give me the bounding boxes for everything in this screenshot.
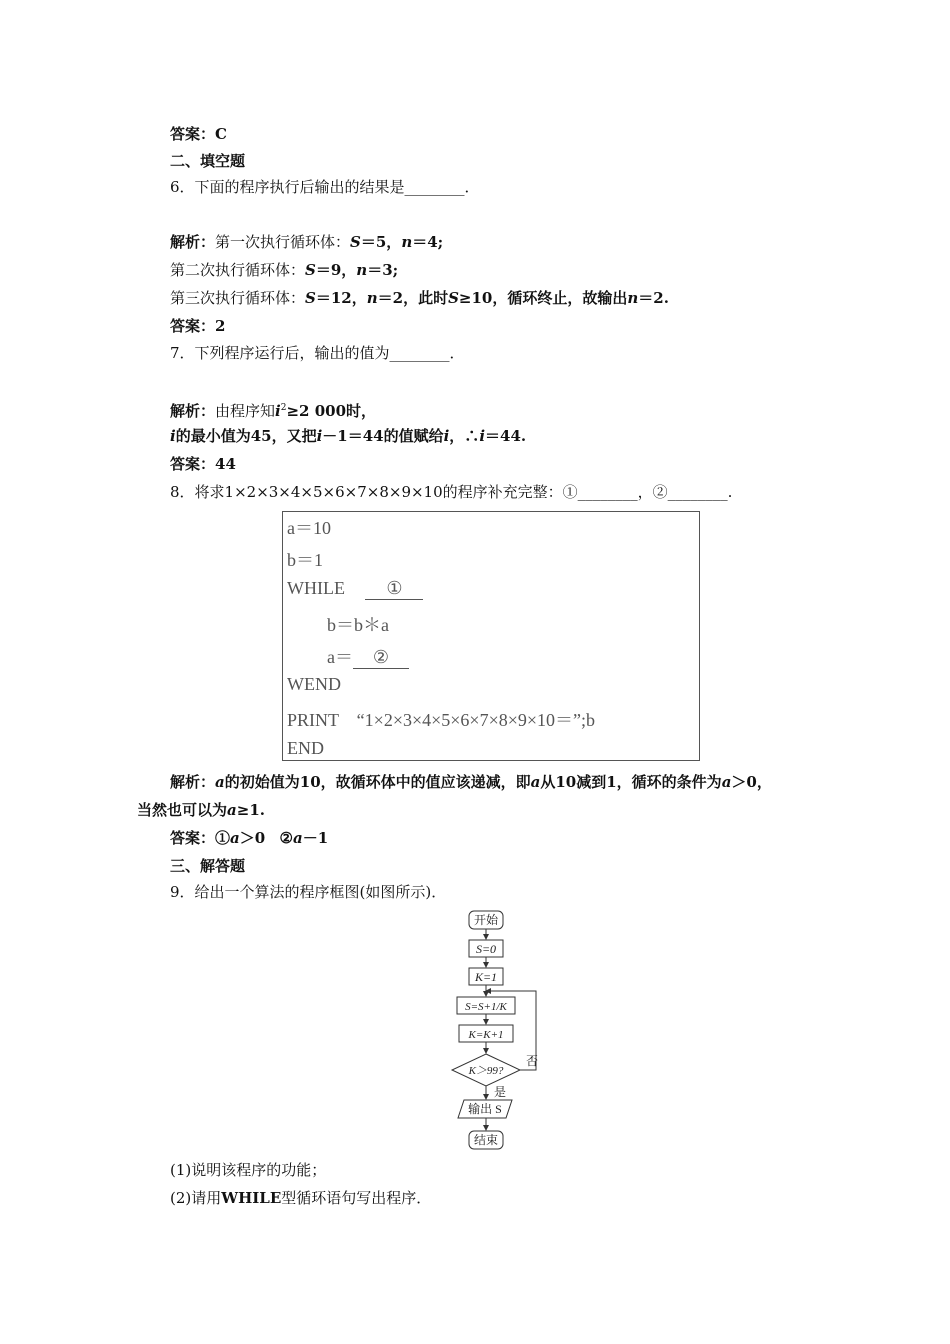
value: ＝2. (638, 289, 669, 307)
q8-analysis-line2 (137, 800, 265, 820)
var-i: i (170, 427, 176, 445)
q5-answer-line (170, 124, 227, 144)
q7-question: 7．下列程序运行后，输出的值为________． (170, 344, 465, 362)
answer-label: 答案： (170, 125, 216, 143)
part-text: 型循环语句写出程序． (281, 1189, 432, 1207)
no-label: 否 (526, 1054, 539, 1068)
value: ＝12， (315, 289, 367, 307)
var-n: n (627, 289, 639, 307)
value: ≥10，循环终止，故输出 (458, 289, 628, 307)
q7-analysis-line1 (170, 398, 376, 421)
q8-question: 8．将求1×2×3×4×5×6×7×8×9×10的程序补充完整：①________，②________. (170, 483, 733, 501)
q9-question: 9．给出一个算法的程序框图(如图所示)． (170, 883, 447, 901)
q6-analysis-line1 (170, 232, 443, 252)
blank-2: ② (353, 647, 409, 669)
code-line: a＝10 (287, 518, 331, 538)
analysis-text: 当然也可以为 (137, 801, 228, 819)
code-line: b＝1 (287, 550, 323, 570)
section-title-fill-in: 二、填空题 (170, 152, 246, 170)
flowchart (440, 905, 550, 1155)
analysis-label: 解析： (170, 233, 216, 251)
section-title-solve: 三、解答题 (170, 857, 246, 875)
analysis-text: 第一次执行循环体： (215, 233, 351, 251)
answer-value: C (215, 125, 227, 143)
value: ＝4; (412, 233, 444, 251)
code-line: b＝b＊a (327, 615, 389, 635)
code-line: WEND (287, 674, 341, 694)
analysis-label: 解析： (170, 773, 216, 791)
q6-analysis-line2 (170, 260, 398, 280)
program-code-box (282, 511, 700, 761)
value: ＝2，此时 (377, 289, 449, 307)
value: ＝5， (360, 233, 402, 251)
q7-answer-line (170, 454, 236, 474)
answer-value: 44 (215, 455, 236, 473)
answer-marker: ② (279, 829, 293, 847)
q7-analysis-line2 (170, 426, 526, 446)
analysis-text: ＝44. (485, 427, 527, 445)
analysis-label: 解析： (170, 402, 216, 420)
init-s-label: S=0 (475, 942, 497, 956)
analysis-text: 的初始值为10，故循环体中的值应该递减，即 (224, 773, 531, 791)
var-a: a (721, 773, 732, 791)
var-a: a (292, 829, 303, 847)
q9-part2 (170, 1188, 431, 1208)
var-n: n (366, 289, 378, 307)
answer-marker: ① (215, 829, 231, 847)
q8-analysis-line1 (170, 772, 772, 792)
code-line-while (287, 578, 423, 600)
answer-label: 答案： (170, 317, 216, 335)
var-n: n (356, 261, 368, 279)
part-text: (2)请用 (170, 1189, 222, 1207)
analysis-text: ≥1. (236, 801, 265, 819)
value: ＝3; (367, 261, 399, 279)
blank-1: ① (365, 578, 423, 600)
code-text: a＝ (327, 647, 353, 667)
yes-label: 是 (494, 1085, 507, 1099)
code-line: PRINT “1×2×3×4×5×6×7×8×9×10＝”;b (287, 710, 596, 730)
var-i: i (443, 427, 450, 445)
update-s-label: S=S+1/K (465, 1001, 507, 1013)
answer-label: 答案： (170, 455, 216, 473)
q8-answer-line (170, 828, 328, 848)
var-a: a (227, 801, 237, 819)
answer-value: 2 (215, 317, 226, 335)
answer-value: ＞0 (239, 829, 266, 847)
code-line: END (287, 738, 324, 758)
exponent: 2 (280, 403, 287, 413)
analysis-text: ＞0， (731, 773, 772, 791)
answer-label: 答案： (170, 829, 216, 847)
var-a: a (530, 773, 541, 791)
decision-label: K＞99? (468, 1065, 504, 1077)
q6-analysis-line3 (170, 288, 669, 308)
var-a: a (230, 829, 240, 847)
analysis-text: 的最小值为45，又把 (175, 427, 317, 445)
q6-answer-line (170, 316, 225, 336)
analysis-text: 第二次执行循环体： (170, 261, 306, 279)
var-s: S (305, 289, 316, 307)
analysis-text: 从10减到1，循环的条件为 (540, 773, 722, 791)
analysis-text: ，∴ (449, 427, 480, 445)
end-label: 结束 (473, 1133, 499, 1147)
output-label: 输出 S (468, 1102, 502, 1116)
value: ≥2 000时， (286, 402, 377, 420)
analysis-text: 由程序知 (215, 402, 276, 420)
code-keyword: WHILE (287, 578, 345, 598)
value: ＝9， (315, 261, 357, 279)
var-i: i (275, 402, 281, 420)
var-a: a (215, 773, 225, 791)
code-line-assign (327, 643, 409, 669)
var-n: n (401, 233, 413, 251)
q9-part1: (1)说明该程序的功能； (170, 1161, 327, 1179)
var-i: i (316, 427, 323, 445)
answer-value: －1 (302, 829, 329, 847)
analysis-text: 第三次执行循环体： (170, 289, 306, 307)
var-s: S (305, 261, 316, 279)
analysis-text: －1＝44的值赋给 (322, 427, 444, 445)
init-k-label: K=1 (474, 970, 498, 984)
keyword: WHILE (221, 1189, 282, 1207)
update-k-label: K=K+1 (468, 1029, 504, 1041)
start-label: 开始 (473, 913, 499, 927)
q6-question: 6．下面的程序执行后输出的结果是________． (170, 178, 480, 196)
var-s: S (448, 289, 459, 307)
var-i: i (479, 427, 486, 445)
var-s: S (350, 233, 361, 251)
